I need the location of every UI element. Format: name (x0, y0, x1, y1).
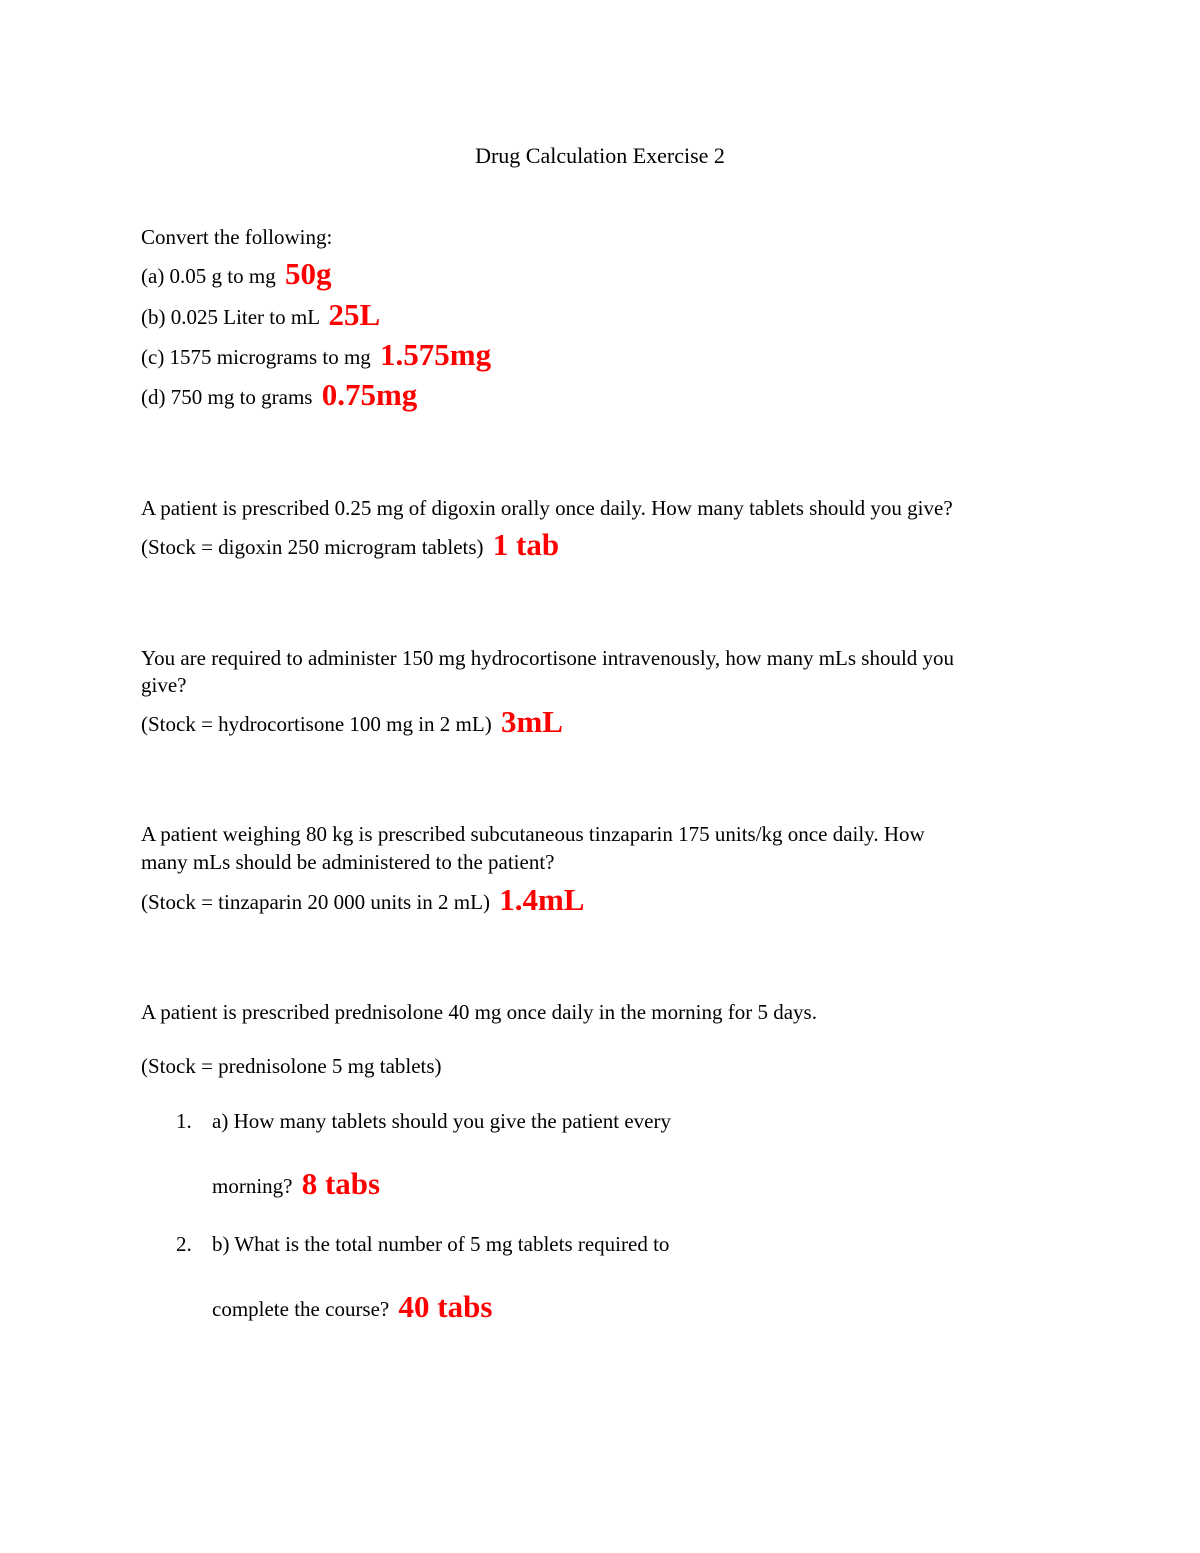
conversion-question-b: (b) 0.025 Liter to mL (141, 305, 320, 329)
digoxin-stock-line (141, 527, 560, 562)
digoxin-answer: 1 tab (492, 527, 560, 562)
hydrocortisone-stock: (Stock = hydrocortisone 100 mg in 2 mL) (141, 712, 492, 736)
subquestion-2-line2 (212, 1289, 493, 1324)
hydrocortisone-answer: 3mL (500, 704, 563, 739)
conversion-intro: Convert the following: (141, 225, 333, 249)
tinzaparin-question-line2: many mLs should be administered to the patient? (141, 850, 555, 874)
digoxin-question: A patient is prescribed 0.25 mg of digoxin orally once daily. How many tablets should you give? (141, 496, 953, 520)
hydrocortisone-stock-line (141, 704, 563, 739)
prednisolone-stock: (Stock = prednisolone 5 mg tablets) (141, 1054, 442, 1078)
conversion-item-d (141, 377, 418, 412)
conversion-question-c: (c) 1575 micrograms to mg (141, 345, 371, 369)
conversion-answer-c: 1.575mg (380, 337, 492, 372)
subquestion-2-prompt: complete the course? (212, 1297, 390, 1321)
conversion-question-a: (a) 0.05 g to mg (141, 264, 276, 288)
conversion-answer-a: 50g (284, 256, 332, 291)
subquestion-1-line2 (212, 1166, 381, 1201)
conversion-answer-d: 0.75mg (321, 377, 418, 412)
prednisolone-question: A patient is prescribed prednisolone 40 mg once daily in the morning for 5 days. (141, 1000, 817, 1024)
subquestion-1-line1: a) How many tablets should you give the patient every (212, 1109, 671, 1133)
page-title: Drug Calculation Exercise 2 (475, 143, 725, 168)
conversion-item-c (141, 337, 492, 372)
hydrocortisone-question-line2: give? (141, 673, 187, 697)
digoxin-stock: (Stock = digoxin 250 microgram tablets) (141, 535, 484, 559)
tinzaparin-question-line1: A patient weighing 80 kg is prescribed subcutaneous tinzaparin 175 units/kg once daily. How (141, 822, 925, 846)
subquestion-1-prompt: morning? (212, 1174, 293, 1198)
subquestion-2-line1: b) What is the total number of 5 mg tablets required to (212, 1232, 670, 1256)
subquestion-number-1: 1. (176, 1109, 192, 1133)
subquestion-number-2: 2. (176, 1232, 192, 1256)
hydrocortisone-question-line1: You are required to administer 150 mg hydrocortisone intravenously, how many mLs should you (141, 646, 955, 670)
subquestion-2-answer: 40 tabs (398, 1289, 493, 1324)
conversion-answer-b: 25L (328, 297, 381, 332)
conversion-question-d: (d) 750 mg to grams (141, 385, 313, 409)
conversion-item-b (141, 297, 381, 332)
subquestion-1-answer: 8 tabs (301, 1166, 381, 1201)
tinzaparin-stock-line (141, 882, 585, 917)
tinzaparin-stock: (Stock = tinzaparin 20 000 units in 2 mL) (141, 890, 490, 914)
conversion-item-a (141, 256, 332, 291)
tinzaparin-answer: 1.4mL (499, 882, 585, 917)
